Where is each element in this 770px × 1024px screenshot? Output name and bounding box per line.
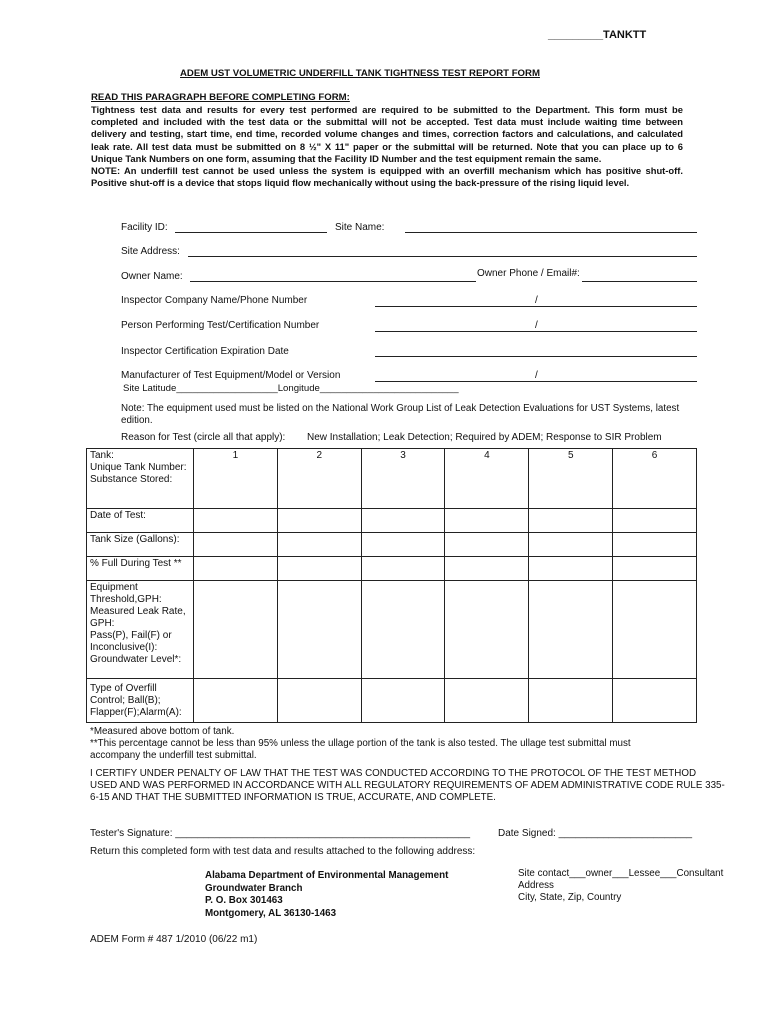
cell[interactable] (445, 533, 529, 557)
cell[interactable] (613, 557, 697, 581)
inspector-company-slash: / (535, 295, 538, 306)
cell[interactable] (194, 509, 278, 533)
row-label: Type of Overfill Control; Ball(B); Flapper(F);Alarm(A): (87, 679, 194, 723)
cell[interactable] (613, 581, 697, 679)
person-performing-label: Person Performing Test/Certification Number (121, 320, 320, 331)
row-label: Pass(P), Fail(F) or Inconclusive(I): (90, 630, 172, 653)
row-label: % Full During Test ** (87, 557, 194, 581)
cell[interactable] (361, 557, 445, 581)
row-label: Date of Test: (87, 509, 194, 533)
tank-number-5[interactable]: 5 (529, 449, 613, 509)
owner-phone-label: Owner Phone / Email#: (477, 268, 580, 279)
tank-number-1[interactable]: 1 (194, 449, 278, 509)
cell[interactable] (529, 557, 613, 581)
footnote-percentage: **This percentage cannot be less than 95% unless the ullage portion of the tank is also tested. The ullage test submittal must accompany the underfill test submittal. (90, 738, 631, 761)
cell[interactable] (445, 679, 529, 723)
table-row (87, 449, 697, 509)
manufacturer-slash: / (535, 370, 538, 381)
cell[interactable] (361, 679, 445, 723)
cell[interactable] (361, 533, 445, 557)
inspector-company-field[interactable] (375, 306, 697, 307)
site-contact-line: City, State, Zip, Country (518, 892, 622, 903)
cell[interactable] (529, 581, 613, 679)
row-label: Groundwater Level*: (90, 654, 182, 665)
site-name-field[interactable] (405, 232, 697, 233)
inspector-cert-field[interactable] (375, 356, 697, 357)
table-row (87, 581, 697, 679)
cell[interactable] (277, 557, 361, 581)
certification-statement: I CERTIFY UNDER PENALTY OF LAW THAT THE TEST WAS CONDUCTED ACCORDING TO THE PROTOCOL OF THE TEST METHOD USED AND WAS PERFORMED IN ACCORDANCE WITH ALL REGULATORY REQUIREMENTS OF ADEM ADMINISTRATIVE CODE RULE 335-6-15 AND THAT THE SUBMITTED INFORMATION IS TRUE, ACCURATE, AND COMPLETE. (90, 768, 725, 803)
form-number: ADEM Form # 487 1/2010 (06/22 m1) (90, 934, 258, 945)
instructions-paragraph: Tightness test data and results for every test performed are required to be submitted to the Department. This form must be completed and included with the test data or the submittal will not be accepted. Test data must include waiting time between delivery and testing, start time, end time, recorded volume changes and times, correction factors and calculations, and calculated leak rate. All test data must be submitted on 8 ½" X 11" paper or the submittal will be returned. Note that you can place up to 6 Unique Tank Numbers on one form, assuming that the Facility ID Number and the test equipment remain the same. (91, 104, 683, 164)
cell[interactable] (445, 509, 529, 533)
instructions-heading: READ THIS PARAGRAPH BEFORE COMPLETING FORM: (91, 92, 350, 103)
tank-number-6[interactable]: 6 (613, 449, 697, 509)
tank-test-table (86, 448, 697, 723)
owner-phone-field[interactable] (582, 281, 697, 282)
cell[interactable] (613, 533, 697, 557)
cell[interactable] (445, 581, 529, 679)
site-name-label: Site Name: (335, 222, 385, 233)
date-signed-field[interactable]: Date Signed: ________________________ (498, 828, 693, 839)
form-code: _________TANKTT (548, 29, 647, 41)
row-label: Equipment Threshold,GPH: (90, 582, 162, 605)
address-line: Montgomery, AL 36130-1463 (205, 907, 337, 919)
tank-number-4[interactable]: 4 (445, 449, 529, 509)
tank-number-3[interactable]: 3 (361, 449, 445, 509)
reason-options[interactable]: New Installation; Leak Detection; Required by ADEM; Response to SIR Problem (307, 432, 662, 443)
tank-label: Tank: (90, 450, 114, 461)
cell[interactable] (194, 533, 278, 557)
site-address-field[interactable] (188, 256, 697, 257)
cell[interactable] (445, 557, 529, 581)
cell[interactable] (194, 679, 278, 723)
cell[interactable] (361, 509, 445, 533)
inspector-company-label: Inspector Company Name/Phone Number (121, 295, 308, 306)
equipment-note: Note: The equipment used must be listed on the National Work Group List of Leak Detection Evaluations for UST Systems, latest edition. (121, 403, 680, 426)
tester-signature-field[interactable]: Tester's Signature: _____________________________________________________ (90, 828, 471, 839)
address-line: Alabama Department of Environmental Management (205, 870, 449, 881)
cell[interactable] (277, 581, 361, 679)
inspector-cert-label: Inspector Certification Expiration Date (121, 346, 289, 357)
cell[interactable] (529, 533, 613, 557)
table-row (87, 533, 697, 557)
cell[interactable] (277, 533, 361, 557)
address-line: Groundwater Branch (205, 882, 303, 894)
cell[interactable] (277, 679, 361, 723)
facility-id-field[interactable] (175, 232, 327, 233)
tank-number-2[interactable]: 2 (277, 449, 361, 509)
reason-label: Reason for Test (circle all that apply): (121, 432, 286, 443)
manufacturer-field[interactable] (375, 381, 697, 382)
measurement-labels-cell (87, 581, 194, 679)
lat-long-field[interactable]: Site Latitude___________________Longitude__________________________ (123, 383, 459, 394)
tank-header-cell (87, 449, 194, 509)
cell[interactable] (277, 509, 361, 533)
cell[interactable] (613, 679, 697, 723)
cell[interactable] (194, 581, 278, 679)
site-contact-line: Address (518, 880, 554, 891)
return-instructions: Return this completed form with test data and results attached to the following address: (90, 846, 476, 857)
owner-name-field[interactable] (190, 281, 476, 282)
row-label: Unique Tank Number: (90, 462, 187, 473)
table-row (87, 557, 697, 581)
site-address-label: Site Address: (121, 246, 180, 257)
row-label: Measured Leak Rate, GPH: (90, 606, 186, 629)
site-contact-block (518, 868, 723, 904)
person-performing-field[interactable] (375, 331, 697, 332)
manufacturer-label: Manufacturer of Test Equipment/Model or Version (121, 370, 341, 381)
site-contact-line[interactable]: Site contact___owner___Lessee___Consultant (518, 868, 724, 879)
row-label: Substance Stored: (90, 474, 173, 485)
cell[interactable] (361, 581, 445, 679)
cell[interactable] (529, 509, 613, 533)
row-label: Tank Size (Gallons): (87, 533, 194, 557)
instructions-body (91, 104, 683, 189)
cell[interactable] (529, 679, 613, 723)
form-title: ADEM UST VOLUMETRIC UNDERFILL TANK TIGHTNESS TEST REPORT FORM (180, 68, 540, 79)
instructions-note: NOTE: An underfill test cannot be used unless the system is equipped with an overfill mechanism which has positive shut-off. Positive shut-off is a device that stops liquid flow mechanically without using the back-pressure of the rising liquid level. (91, 165, 683, 189)
footnote-measured: *Measured above bottom of tank. (90, 726, 235, 737)
person-performing-slash: / (535, 320, 538, 331)
address-line: P. O. Box 301463 (205, 895, 283, 906)
table-row (87, 509, 697, 533)
mailing-address (205, 870, 448, 920)
owner-name-label: Owner Name: (121, 271, 183, 282)
facility-id-label: Facility ID: (121, 222, 168, 233)
cell[interactable] (613, 509, 697, 533)
table-row (87, 679, 697, 723)
cell[interactable] (194, 557, 278, 581)
